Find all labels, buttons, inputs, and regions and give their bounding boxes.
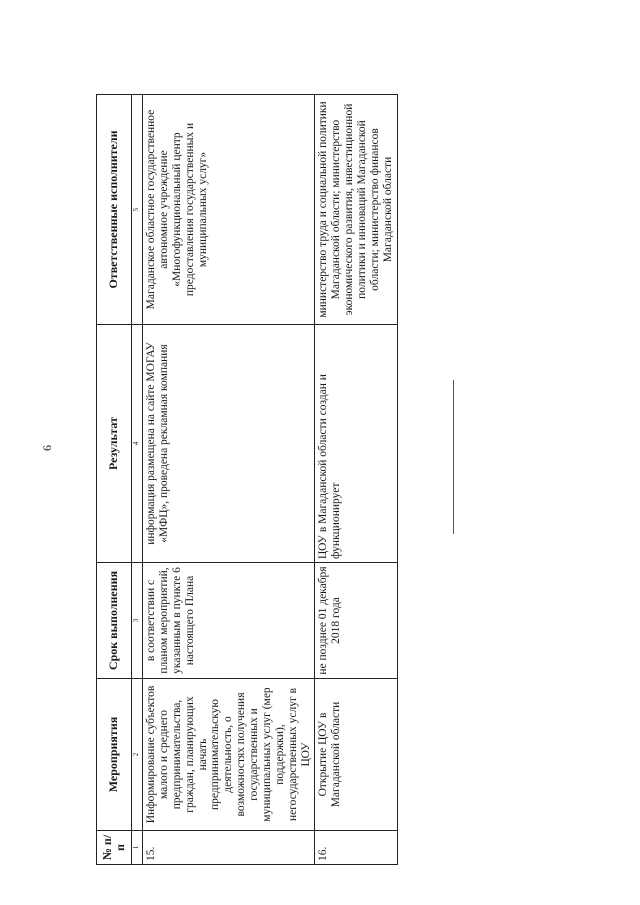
action-plan-table [96,94,398,865]
column-number: 4 [132,325,143,563]
table-row [143,95,315,865]
column-number-row [132,95,143,865]
column-number: 3 [132,563,143,679]
row-responsible: министерство труда и социальной политики Магаданской области; министерство экономического развития, инвестиционной политики и инноваций Магаданской области; министерство финансов Магаданской области [315,95,397,325]
row-result: информация размещена на сайте МОГАУ «МФЦ», проведена рекламная компания [143,325,315,563]
header-result: Результат [97,325,132,563]
column-number: 1 [132,831,143,865]
table-row [315,95,397,865]
page-number: 6 [40,445,54,451]
column-number: 2 [132,679,143,831]
header-number: № п/п [97,831,132,865]
row-deadline: в соответствии с планом мероприятий, указанным в пункте 6 настоящего Плана [143,563,315,679]
row-number: 16. [315,831,397,865]
table-header-row [97,95,132,865]
row-event: Открытие ЦОУ в Магаданской области [315,679,397,831]
action-plan-table-wrapper [96,95,394,865]
row-deadline: не позднее 01 декабря 2018 года [315,563,397,679]
row-number: 15. [143,831,315,865]
row-responsible: Магаданское областное государственное автономное учреждение «Многофункциональный центр предоставления государственных и муниципальных услуг» [143,95,315,325]
row-result: ЦОУ в Магаданской области создан и функционирует [315,325,397,563]
header-responsible: Ответственные исполнители [97,95,132,325]
signature-separator-line [453,380,454,534]
header-deadline: Срок выполнения [97,563,132,679]
column-number: 5 [132,95,143,325]
row-event: Информирование субъектов малого и среднего предпринимательства, граждан, планирующих начать предпринимательскую деятельность, о возможностях получения государственных и муниципальных услуг (мер поддержки), негосударственных услуг в ЦОУ [143,679,315,831]
header-events: Мероприятия [97,679,132,831]
